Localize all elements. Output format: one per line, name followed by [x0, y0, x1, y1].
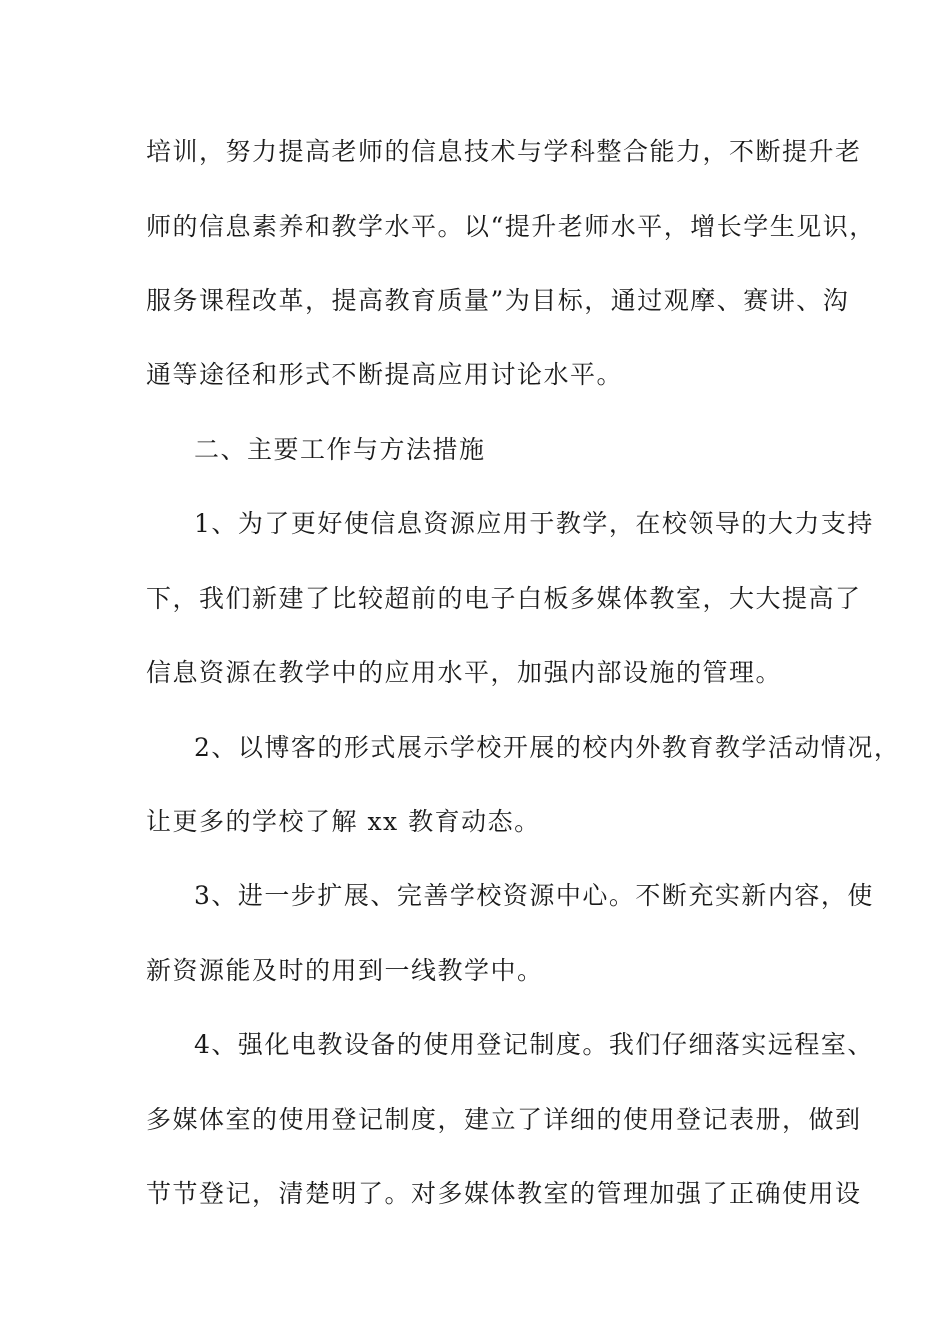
text-line: 培训，努力提高老师的信息技术与学科整合能力，不断提升老 — [146, 137, 862, 166]
text-line: 4、强化电教设备的使用登记制度。我们仔细落实远程室、 — [194, 1030, 874, 1059]
text-line: 多媒体室的使用登记制度，建立了详细的使用登记表册，做到 — [146, 1105, 862, 1134]
text-line: 下，我们新建了比较超前的电子白板多媒体教室，大大提高了 — [146, 584, 862, 613]
text-line: 让更多的学校了解 xx 教育动态。 — [146, 807, 541, 836]
text-line: 节节登记，清楚明了。对多媒体教室的管理加强了正确使用设 — [146, 1179, 862, 1208]
text-line: 新资源能及时的用到一线教学中。 — [146, 956, 544, 985]
text-line: 1、为了更好使信息资源应用于教学，在校领导的大力支持 — [194, 509, 874, 538]
text-line: 3、进一步扩展、完善学校资源中心。不断充实新内容，使 — [194, 881, 874, 910]
section-heading: 二、主要工作与方法措施 — [194, 435, 486, 464]
text-line: 通等途径和形式不断提高应用讨论水平。 — [146, 360, 624, 389]
text-line: 服务课程改革，提高教育质量”为目标，通过观摩、赛讲、沟 — [146, 286, 850, 315]
text-line: 2、以博客的形式展示学校开展的校内外教育教学活动情况， — [194, 733, 901, 762]
text-line: 师的信息素养和教学水平。以“提升老师水平，增长学生见识， — [146, 212, 876, 241]
text-line: 信息资源在教学中的应用水平，加强内部设施的管理。 — [146, 658, 783, 687]
